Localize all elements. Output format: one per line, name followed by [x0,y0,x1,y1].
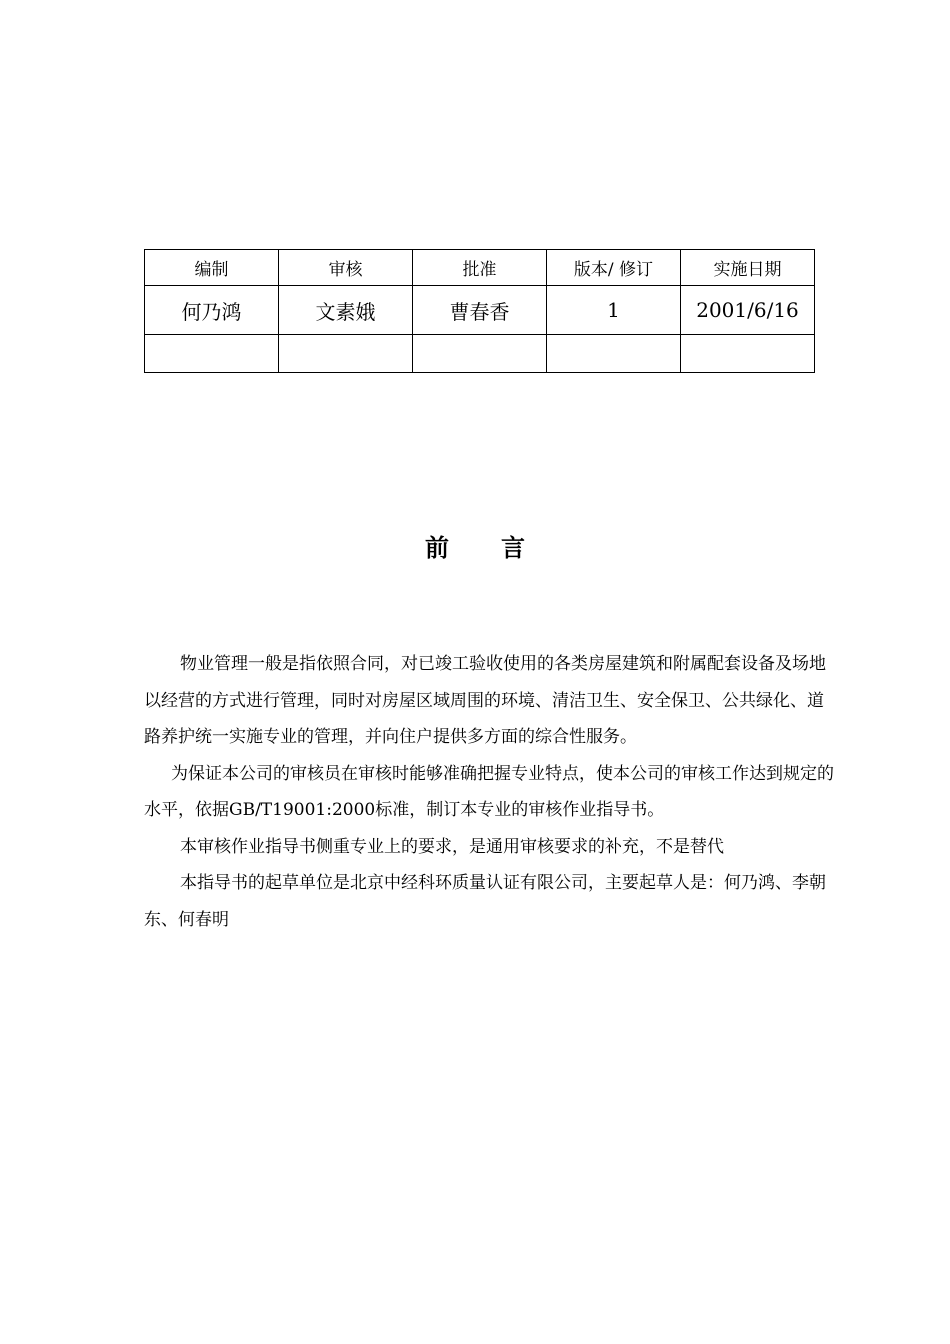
header-approved-by: 批准 [413,250,547,286]
table-empty-row [145,335,815,373]
cell-reviewed-by: 文素娥 [279,286,413,335]
header-reviewed-by: 审核 [279,250,413,286]
preface-paragraph: 物业管理一般是指依照合同，对已竣工验收使用的各类房屋建筑和附属配套设备及场地以经营的方式进行管理，同时对房屋区域周围的环境、清洁卫生、安全保卫、公共绿化、道路养护统一实施专业的管理，并向住户提供多方面的综合性服务。 [144,654,826,747]
empty-cell [145,335,279,373]
header-compiled-by: 编制 [145,250,279,286]
preface-paragraph: 为保证本公司的审核员在审核时能够准确把握专业特点，使本公司的审核工作达到规定的水平，依据GB/T19001:2000标准，制订本专业的审核作业指导书。 [144,763,834,820]
header-version: 版本/ 修订 [547,250,681,286]
empty-cell [547,335,681,373]
cell-compiled-by: 何乃鸿 [145,286,279,335]
cell-effective-date: 2001/6/16 [681,286,815,335]
cell-version: 1 [547,286,681,335]
header-effective-date: 实施日期 [681,250,815,286]
preface-body [144,646,834,938]
preface-paragraph: 本指导书的起草单位是北京中经科环质量认证有限公司，主要起草人是：何乃鸿、李朝东、何春明 [144,873,826,930]
approval-table [144,249,815,373]
empty-cell [279,335,413,373]
table-header-row [145,250,815,286]
preface-paragraph: 本审核作业指导书侧重专业上的要求，是通用审核要求的补充，不是替代 [180,836,724,857]
cell-approved-by: 曹春香 [413,286,547,335]
preface-title-right: 言 [501,533,525,562]
preface-title [0,528,950,563]
empty-cell [413,335,547,373]
empty-cell [681,335,815,373]
preface-title-left: 前 [425,533,449,562]
table-row [145,286,815,335]
